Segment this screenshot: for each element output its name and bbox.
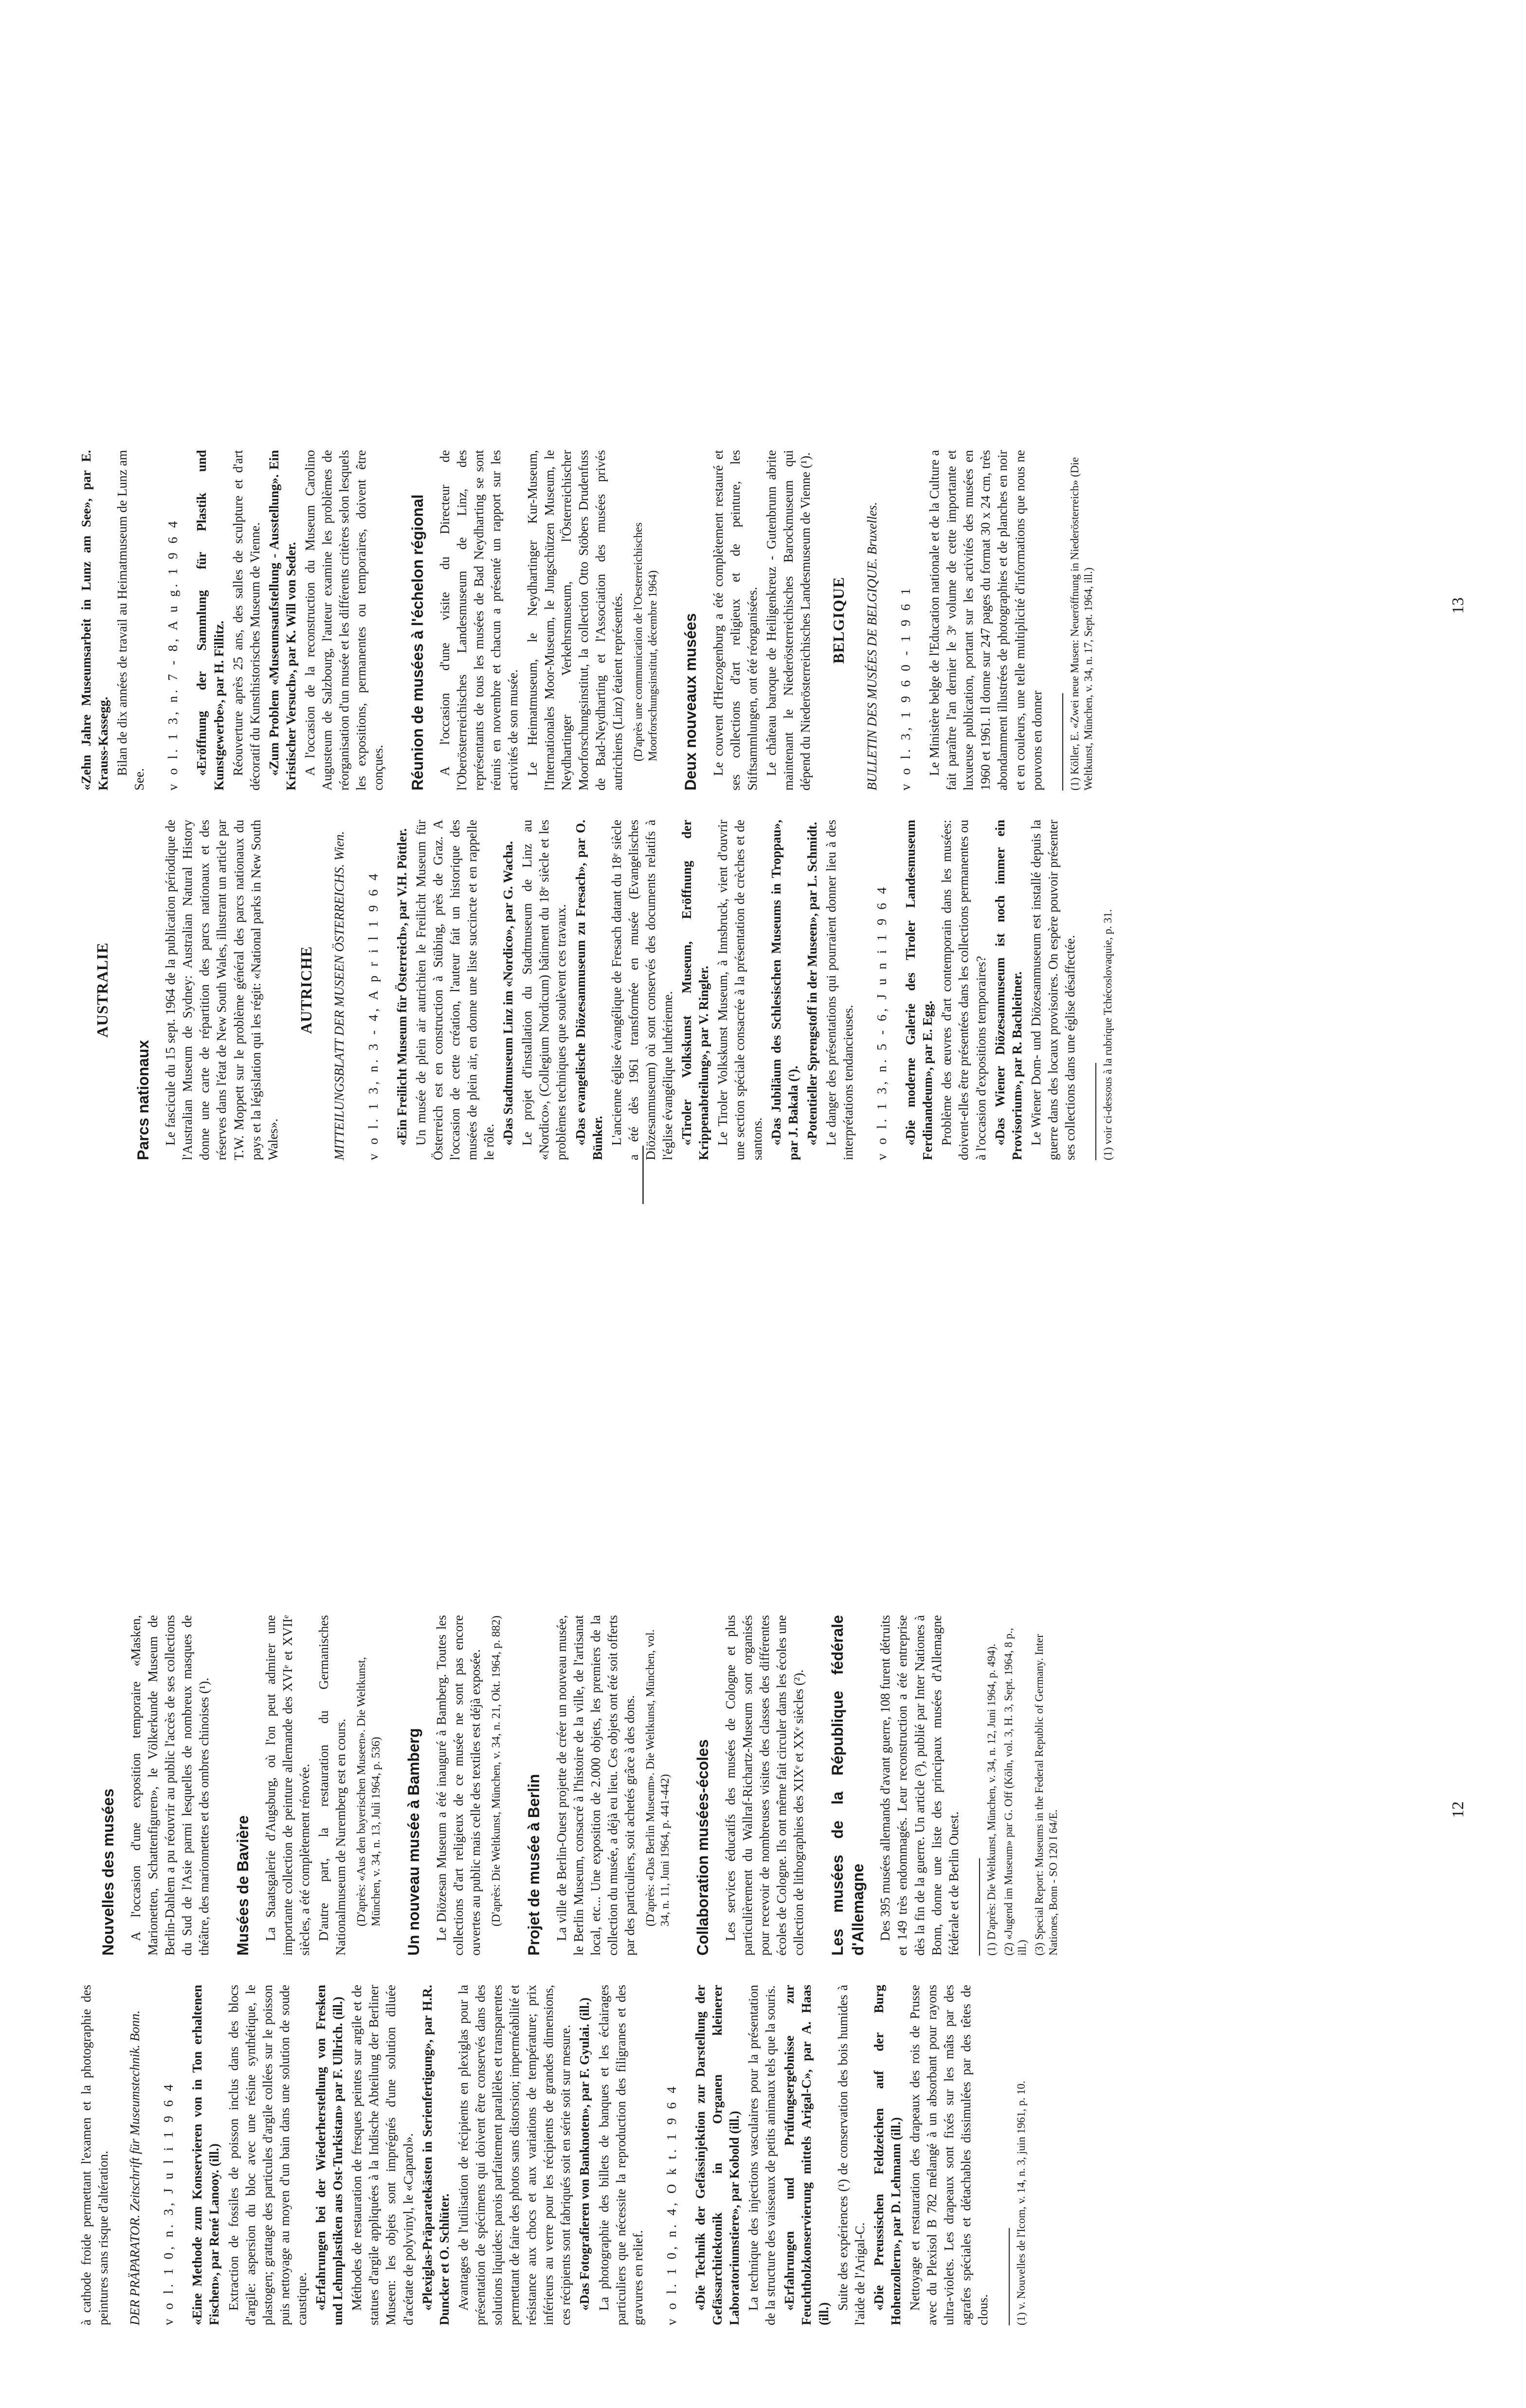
country-heading: BELGIQUE — [830, 576, 848, 664]
publication-title: BULLETIN DES MUSÉES DE BELGIQUE. Bruxelles. — [864, 502, 879, 791]
source-reference: (D'après une communication de l'Oesterreichisches Moorforschungsinstitut, décembre 1964) — [632, 522, 660, 761]
article-title: «Die moderne Galerie des Tiroler Landesmuseum Ferdinandeum», par E. Egg. — [903, 820, 935, 1160]
source-reference: (D'après: Die Weltkunst, München, v. 34, n. 21, Okt. 1964, p. 882) — [490, 1616, 503, 1926]
article-title: «Das Stadtmuseum Linz im «Nordico», par G. Wacha. — [501, 841, 516, 1146]
publication-title: MITTEILUNGSBLATT DER MUSEEN ÖSTERREICHS. Wien. — [332, 831, 347, 1160]
paragraph: Les services éducatifs des musées de Cologne et plus particulièrement du Wallraf-Richartz-Museum sont organisés pour recevoir de nombreuses visites des classes des différentes écoles de Cologne. Ils ont même fait circuler dans les écoles une collection de lithographies des XIXᵉ et XXᵉ siècles (²). — [723, 1615, 806, 1956]
paragraph: A l'occasion d'une visite du Directeur de l'Oberösterreichisches Landesmuseum de Linz, des représentants de tous les musées de Bad Neydharting se sont réunis en novembre et chacun a présenté un rapport sur les activités de son musée. — [437, 450, 521, 791]
paragraph: Nettoyage et restauration des drapeaux des rois de Prusse avec du Plexisol B 782 mélangé à un absorbant pour rayons ultra-violets. Les drapeaux sont fixés sur les mâts par des agrafes spéciales et détachables dissimulées par des têtes de clous. — [908, 1985, 991, 2325]
section-heading: Réunion de musées à l'échelon régional — [408, 494, 426, 791]
article-title: «Das Fotografieren von Banknoten», par F. Gyulai. (ill.) — [577, 1997, 592, 2311]
paragraph: L'ancienne église évangélique de Fresach datant du 18ᵉ siècle a été dès 1961 transformée en musée (Evangelisches Diözesanmuseum) où sont conservés des documents relatifs à l'église évangélique luthérienne. — [609, 820, 675, 1160]
page-number: 13 — [1449, 597, 1467, 614]
paragraph: Réouverture après 25 ans, des salles de sculpture et d'art décoratif du Kunsthistorisches Museum de Vienne. — [230, 450, 262, 791]
footnote: (1) Köller, E. «Zwei neue Musen: Neueröffnung in Niederösterreich» (Die Weltkunst, München, v. 34, n. 17, Sept. 1964, ill.) — [1068, 457, 1095, 791]
paragraph: Le château baroque de Heiligenkreuz - Gutenbrunn abrite maintenant le Niederösterreichisches Barockmuseum qui dépend du Niederösterreichisches Landesmuseum de Vienne (¹). — [764, 450, 813, 791]
article-title: «Erfahrungen bei der Wiederherstellung von Fresken und Lehmplastiken aus Ost-Turkistan» par F. Ullrich. (ill.) — [313, 1985, 345, 2325]
article-title: «Das evangelische Diözesanmuseum zu Fresach», par O. Bünker. — [573, 820, 605, 1160]
paragraph: D'autre part, la restauration du Germanisches Nationalmuseum de Nuremberg est en cours. — [316, 1615, 348, 1956]
footnote: (1) voir ci-dessous à la rubrique Tchécoslovaquie, p. 31. — [1102, 909, 1114, 1160]
section-heading: Un nouveau musée à Bamberg — [405, 1728, 423, 1956]
article-title: «Die Preussischen Feldzeichen auf der Burg Hohenzollern», par D. Lehmann (ill.) — [871, 1985, 903, 2325]
paragraph: Le Tiroler Volkskunst Museum, à Innsbruck, vient d'ouvrir une section spéciale consacrée à la présentation de crèches et de santons. — [715, 820, 764, 1160]
page13-column-2 — [78, 450, 1099, 791]
paragraph: La Staatsgalerie d'Augsburg, où l'on peut admirer une importante collection de peinture allemande des XVIᵉ et XVIIᵉ siècles, a été complètement rénovée. — [263, 1615, 312, 1956]
article-title: «Ein Freilicht Museum für Österreich», par V.H. Pöttler. — [394, 828, 409, 1146]
country-heading: AUSTRALIE — [93, 942, 111, 1038]
volume-line: v o l. 1 0, n. 4, O k t. 1 9 6 4 — [664, 2084, 679, 2325]
paragraph: Le Ministère belge de l'Education nationale et de la Culture a fait paraître l'an dernier le 3ᵉ volume de cette importante et luxueuse publication, portant sur les activités des musées en 1960 et 1961. Il donne sur 247 pages du format 30 x 24 cm, très abondamment illustrées de photographies et de planches en noir et en couleurs, une telle multiplicité d'informations que nous ne pouvons en donner — [927, 450, 1044, 791]
article-title: «Potentieller Sprengstoff in der Museen», par L. Schmidt. — [804, 822, 819, 1146]
paragraph: Extraction de fossiles de poisson inclus dans des blocs d'argile: aspersion du bloc avec une résine synthétique, le plastogen; grattage des particules d'argile collées sur le poisson puis nettoyage au moyen d'un bain dans une solution de soude caustique. — [226, 1985, 309, 2325]
page12-column-1 — [78, 1985, 1031, 2325]
paragraph: Le fascicule du 15 sept. 1964 de la publication périodique de l'Australian Museum de Sydney: Australian Natural History donne une carte de répartition des parcs nationaux et des réserves dans l'état de New South Wales, illustrant un article par T.W. Moppett sur le problème général des parcs nationaux du pays et la législation qui les régit: «National parks in New South Wales». — [163, 820, 280, 1160]
article-title: «Das Jubiläum des Schlesischen Museums in Troppau», par J. Bakala (¹). — [768, 820, 800, 1160]
paragraph: Suite des expériences (¹) de conservation des bois humides à l'aide de l'Arigal-C. — [835, 1985, 867, 2325]
article-title: «Das Wiener Diözesanmuseum ist noch immer ein Provisorium», par R. Bachleitner. — [992, 820, 1024, 1160]
paragraph: A l'occasion de la reconstruction du Museum Carolino Augusteum de Salzbourg, l'auteur examine les problèmes de réorganisation d'un musée et les différents critères selon lesquels les expositions, permanentes ou temporaires, doivent être conçues. — [303, 450, 386, 791]
paragraph: Le Wiener Dom- und Diözesanmuseum est installé depuis la guerre dans des locaux provisoires. On espère pouvoir présenter ses collections dans une église désaffectée. — [1028, 820, 1077, 1160]
article-title: «Eröffnung der Sammlung für Plastik und Kunstgewerbe», par H. Fillitz. — [194, 450, 226, 791]
paragraph: La photographie des billets de banques et les éclairages particuliers que nécessite la reproduction des filigranes et des gravures en relief. — [596, 1985, 645, 2325]
footnote-rule — [979, 1858, 980, 1956]
paragraph: Avantages de l'utilisation de récipients en plexiglas pour la présentation de spécimens qui doivent être conservés dans des solutions liquides: parois parfaitement parallèles et transparentes permettant de faire des photos sans distorsion; imperméabilité et résistance aux chocs et aux variations de température; prix inférieurs au verre pour les récipients de grandes dimensions, ces récipients sont fabriqués soit en série soit sur mesure. — [455, 1985, 573, 2325]
footnote: (2) «Jugend im Museum» par G. Off (Köln, vol. 3, H. 3, Sept. 1964, 8 p., ill.) — [1002, 1628, 1029, 1956]
volume-line: v o l. 1 0, n. 3, J u l i 1 9 6 4 — [161, 2081, 176, 2325]
section-heading: Musées de Bavière — [234, 1815, 252, 1956]
volume-line: v o l. 3, 1 9 6 0 - 1 9 6 1 — [898, 585, 913, 791]
paragraph: La ville de Berlin-Ouest projette de créer un nouveau musée, le Berlin Museum, consacré à l'histoire de la ville, de l'artisanat local, etc... Une exposition de 2.000 objets, les premiers de la collection du musée, a déjà eu lieu. Ces objets ont été soit offerts par des particuliers, soit achetés grâce à des dons. — [554, 1615, 637, 1956]
footnote: (3) Special Report: Museums in the Federal Republic of Germany. Inter Nationes, Bonn - SO 120 I 64/E. — [1033, 1634, 1059, 1956]
article-title: «Eine Methode zum Konservieren von in Ton erhaltenen Fischen», par René Lanooy. (ill.) — [190, 1985, 222, 2325]
paragraph: Problème des œuvres d'art contemporain dans les musées: doivent-elles être présentées dans les collections permanentes ou à l'occasion d'expositions temporaires? — [939, 820, 988, 1160]
page-number: 12 — [1449, 1801, 1467, 1818]
paragraph: Le danger des présentations qui pourraient donner lieu à des interprétations tendancieuses. — [823, 820, 855, 1160]
page12-column-2 — [78, 1615, 1064, 1956]
volume-line: v o l. 1 3, n. 5 - 6, J u n i 1 9 6 4 — [874, 884, 890, 1160]
source-reference: (D'après: «Aus den bayerischen Museen». Die Weltkunst, München, v. 34, n. 13, Juli 1964, p. 536) — [355, 1657, 383, 1926]
section-heading: Parcs nationaux — [134, 1040, 152, 1160]
article-title: «Die Technik der Gefässinjektion zur Darstellung der Gefässarchitektonik in Organen kleinerer Laboratoriumstiere», par Kobold (ill.) — [692, 1985, 742, 2325]
paragraph: A l'occasion d'une exposition temporaire «Masken, Marionetten, Schattenfiguren», le Völkerkunde Museum de Berlin-Dahlem a pu réouvrir au public l'accès de ses collections du Sud de l'Asie parmi lesquelles de nombreux masques de théâtre, des marionnettes et des ombres chinoises (¹). — [128, 1615, 211, 1956]
paragraph: Le projet d'installation du Stadtmuseum de Linz au «Nordico», (Collegium Nordicum) bâtiment du 18ᵉ siècle et les problèmes techniques que soulèvent ces travaux. — [520, 820, 569, 1160]
article-title: «Erfahrungen und Prüfungsergebnisse zur Feuchtholzkonservierung mittels Arigal-C», par A. Haas (ill.) — [782, 1985, 831, 2325]
article-title: «Tiroler Volkskunst Museum, Eröffnung der Krippenabteilung», par V. Ringler. — [679, 820, 711, 1160]
footnote-rule — [1095, 1063, 1096, 1160]
volume-line: v o l. 1 3, n. 3 - 4, A p r i l 1 9 6 4 — [365, 871, 381, 1160]
publication-title: DER PRÄPARATOR. Zeitschrift für Museumstechnik. Bonn. — [127, 2010, 143, 2325]
paragraph: à cathode froide permettant l'examen et la photographie des peintures sans risque d'altération. — [79, 1985, 111, 2325]
paragraph: Bilan de dix années de travail au Heimatmuseum de Lunz am See. — [115, 450, 147, 791]
section-heading: Collaboration musées-écoles — [694, 1739, 712, 1956]
article-title: «Zehn Jahre Museumsarbeit in Lunz am See», par E. Krauss-Kassegg. — [79, 450, 111, 791]
article-title: «Zum Problem «Museumsaufstellung - Ausstellung». Ein Kristischer Versuch», par K. Will von Seder. — [266, 450, 298, 791]
paragraph: Méthodes de restauration de fresques peintes sur argile et de statues d'argile appliquées à la Indische Abteilung der Berliner Museen: les objets sont imprégnés d'une solution diluée d'acétate de polyvinyl, le «Caparol». — [349, 1985, 416, 2325]
paragraph: Le Heimatmuseum, le Neydhartinger Kur-Museum, l'Internationales Moor-Museum, le Jungschützen Museum, le Neydhartinger Verkehrsmuseum, l'Österreichischer Moorforschungsinstitut, la collection Otto Stöbers Drudenfuss de Bad-Neydharting et l'Association des musées privés autrichiens (Linz) étaient représentés. — [525, 450, 625, 791]
paragraph: Le Diözesan Museum a été inauguré à Bamberg. Toutes les collections d'art religieux de ce musée ne sont pas encore ouvertes au public mais celle des textiles est déjà exposée. — [434, 1615, 483, 1956]
footnote: (1) v. Nouvelles de l'Icom, v. 14, n. 3, juin 1961, p. 10. — [1015, 2081, 1027, 2325]
section-heading: Projet de musée à Berlin — [525, 1774, 543, 1956]
footnote-rule — [1009, 2228, 1010, 2325]
page13-column-1 — [78, 820, 1118, 1160]
paragraph: Des 395 musées allemands d'avant guerre, 108 furent détruits et 149 très endommagés. Leur reconstruction a été entreprise dès la fin de la guerre. Un article (³), publié par Inter Nationes à Bonn, donne une liste des principaux musées d'Allemagne fédérale et de Berlin Ouest. — [878, 1615, 961, 1956]
source-reference: (D'après: «Das Berlin Museum». Die Weltkunst, München, vol. 34, n. 11, Juni 1964, p. 441-442) — [644, 1629, 672, 1926]
paragraph: Un musée de plein air autrichien le Freilicht Museum für Österreich est en construction à Stübing, près de Graz. A l'occasion de cette création, l'auteur fait un historique des musées de plein air, en donne une liste succincte et en rappelle le rôle. — [413, 820, 497, 1160]
section-heading: Deux nouveaux musées — [682, 613, 700, 791]
section-heading: Nouvelles des musées — [99, 1788, 117, 1956]
footnote-rule — [1062, 693, 1063, 791]
volume-line: v o l. 1 3, n. 7 - 8, A u g. 1 9 6 4 — [165, 518, 181, 791]
section-heading: Les musées de la République fédérale d'Allemagne — [829, 1615, 867, 1956]
page-12 — [0, 1204, 1526, 2408]
article-title: «Plexiglas-Präparatekästen in Serienfertigung», par H.R. Duncker et O. Schlüter. — [419, 1985, 452, 2325]
footnote: (1) D'après: Die Weltkunst, München, v. 34, n. 12, Juni 1964, p. 494). — [985, 1643, 998, 1956]
country-heading: AUTRICHE — [297, 946, 315, 1034]
paragraph: La technique des injections vasculaires pour la présentation de la structure des vaisseaux de petits animaux tels que la souris. — [746, 1985, 778, 2325]
paragraph: Le couvent d'Herzogenburg a été complètement restauré et ses collections d'art religieux et de peinture, les Stiftsammlungen, ont été réorganisées. — [710, 450, 760, 791]
